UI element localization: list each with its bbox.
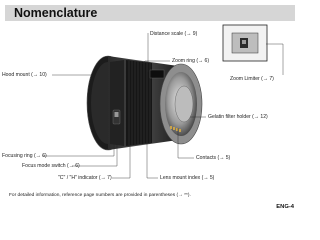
label-c-h-indicator: "C" / "H" indicator (→ 7) [58, 175, 112, 181]
label-gelatin-filter-holder: Gelatin filter holder (→ 12) [208, 114, 268, 120]
label-zoom-ring: Zoom ring (→ 6) [172, 58, 210, 64]
footer-note: For detailed information, reference page numbers are provided in parentheses (→ **). [9, 193, 191, 198]
distance-scale-window [150, 70, 164, 78]
label-focus-mode-switch: Focus mode switch (→ 6) [22, 163, 80, 169]
zoom-ring-shape [126, 60, 152, 146]
label-lens-mount-index: Lens mount index (→ 5) [160, 175, 215, 181]
label-hood-mount: Hood mount (→ 10) [2, 72, 47, 78]
page-number: ENG-4 [276, 204, 294, 210]
label-zoom-limiter: Zoom Limiter (→ 7) [230, 76, 274, 82]
page-title: Nomenclature [14, 6, 98, 20]
label-contacts: Contacts (→ 5) [196, 155, 231, 161]
label-focusing-ring: Focusing ring (→ 6) [2, 153, 47, 159]
label-distance-scale: Distance scale (→ 9) [150, 31, 198, 37]
